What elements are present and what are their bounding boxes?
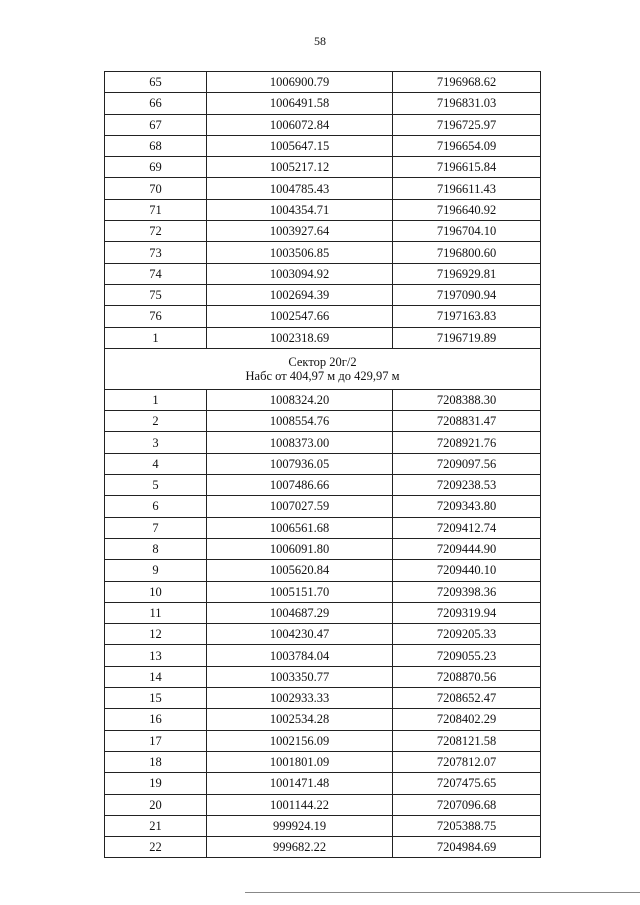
y-coordinate-cell: 7209412.74 <box>393 517 541 538</box>
table-row <box>105 93 541 114</box>
x-coordinate-cell: 1006561.68 <box>207 517 393 538</box>
x-coordinate-cell: 1005151.70 <box>207 581 393 602</box>
y-coordinate-cell: 7209238.53 <box>393 475 541 496</box>
x-coordinate-cell: 1006072.84 <box>207 114 393 135</box>
y-coordinate-cell: 7196831.03 <box>393 93 541 114</box>
point-number-cell: 17 <box>105 730 207 751</box>
table-row <box>105 773 541 794</box>
x-coordinate-cell: 1002694.39 <box>207 284 393 305</box>
y-coordinate-cell: 7209444.90 <box>393 538 541 559</box>
table-row <box>105 538 541 559</box>
point-number-cell: 10 <box>105 581 207 602</box>
point-number-cell: 16 <box>105 709 207 730</box>
table-row <box>105 72 541 93</box>
point-number-cell: 21 <box>105 815 207 836</box>
coordinates-table <box>104 71 541 858</box>
section-header-row <box>105 348 541 389</box>
table-row <box>105 815 541 836</box>
point-number-cell: 76 <box>105 306 207 327</box>
y-coordinate-cell: 7207096.68 <box>393 794 541 815</box>
y-coordinate-cell: 7209343.80 <box>393 496 541 517</box>
table-row <box>105 389 541 410</box>
scan-edge-line <box>245 892 640 893</box>
table-row <box>105 475 541 496</box>
point-number-cell: 19 <box>105 773 207 794</box>
point-number-cell: 67 <box>105 114 207 135</box>
x-coordinate-cell: 1006491.58 <box>207 93 393 114</box>
table-row <box>105 666 541 687</box>
x-coordinate-cell: 1006900.79 <box>207 72 393 93</box>
y-coordinate-cell: 7196611.43 <box>393 178 541 199</box>
x-coordinate-cell: 1007936.05 <box>207 453 393 474</box>
y-coordinate-cell: 7209055.23 <box>393 645 541 666</box>
x-coordinate-cell: 1003506.85 <box>207 242 393 263</box>
point-number-cell: 14 <box>105 666 207 687</box>
point-number-cell: 65 <box>105 72 207 93</box>
table-row <box>105 242 541 263</box>
point-number-cell: 75 <box>105 284 207 305</box>
x-coordinate-cell: 1004230.47 <box>207 624 393 645</box>
x-coordinate-cell: 1007486.66 <box>207 475 393 496</box>
point-number-cell: 73 <box>105 242 207 263</box>
point-number-cell: 8 <box>105 538 207 559</box>
table-row <box>105 581 541 602</box>
table-row <box>105 178 541 199</box>
point-number-cell: 3 <box>105 432 207 453</box>
x-coordinate-cell: 999682.22 <box>207 837 393 858</box>
table-row <box>105 602 541 623</box>
x-coordinate-cell: 1001801.09 <box>207 751 393 772</box>
y-coordinate-cell: 7208921.76 <box>393 432 541 453</box>
x-coordinate-cell: 1001471.48 <box>207 773 393 794</box>
x-coordinate-cell: 1003350.77 <box>207 666 393 687</box>
table-row <box>105 453 541 474</box>
table-row <box>105 794 541 815</box>
y-coordinate-cell: 7196800.60 <box>393 242 541 263</box>
point-number-cell: 2 <box>105 411 207 432</box>
y-coordinate-cell: 7197163.83 <box>393 306 541 327</box>
point-number-cell: 18 <box>105 751 207 772</box>
section-header-body <box>105 348 541 389</box>
x-coordinate-cell: 1005620.84 <box>207 560 393 581</box>
table-row <box>105 157 541 178</box>
x-coordinate-cell: 1002547.66 <box>207 306 393 327</box>
point-number-cell: 13 <box>105 645 207 666</box>
point-number-cell: 69 <box>105 157 207 178</box>
x-coordinate-cell: 1008554.76 <box>207 411 393 432</box>
table-row <box>105 411 541 432</box>
point-number-cell: 4 <box>105 453 207 474</box>
point-number-cell: 20 <box>105 794 207 815</box>
x-coordinate-cell: 1002318.69 <box>207 327 393 348</box>
table-row <box>105 432 541 453</box>
table-row <box>105 496 541 517</box>
point-number-cell: 9 <box>105 560 207 581</box>
table-row <box>105 284 541 305</box>
y-coordinate-cell: 7196704.10 <box>393 221 541 242</box>
x-coordinate-cell: 1004785.43 <box>207 178 393 199</box>
x-coordinate-cell: 1005217.12 <box>207 157 393 178</box>
y-coordinate-cell: 7196929.81 <box>393 263 541 284</box>
x-coordinate-cell: 1002933.33 <box>207 688 393 709</box>
x-coordinate-cell: 1001144.22 <box>207 794 393 815</box>
x-coordinate-cell: 1002534.28 <box>207 709 393 730</box>
point-number-cell: 72 <box>105 221 207 242</box>
y-coordinate-cell: 7196640.92 <box>393 199 541 220</box>
x-coordinate-cell: 1004354.71 <box>207 199 393 220</box>
table-row <box>105 517 541 538</box>
y-coordinate-cell: 7204984.69 <box>393 837 541 858</box>
x-coordinate-cell: 1005647.15 <box>207 135 393 156</box>
x-coordinate-cell: 1008324.20 <box>207 389 393 410</box>
point-number-cell: 22 <box>105 837 207 858</box>
section-title: Сектор 20г/2 <box>288 354 357 369</box>
section-subtitle: Набс от 404,97 м до 429,97 м <box>245 368 400 383</box>
table-row <box>105 199 541 220</box>
point-number-cell: 68 <box>105 135 207 156</box>
table-row <box>105 221 541 242</box>
y-coordinate-cell: 7208121.58 <box>393 730 541 751</box>
section-header-cell <box>105 348 541 389</box>
table-row <box>105 327 541 348</box>
table-row <box>105 837 541 858</box>
x-coordinate-cell: 1004687.29 <box>207 602 393 623</box>
x-coordinate-cell: 1003094.92 <box>207 263 393 284</box>
x-coordinate-cell: 999924.19 <box>207 815 393 836</box>
point-number-cell: 11 <box>105 602 207 623</box>
y-coordinate-cell: 7208402.29 <box>393 709 541 730</box>
point-number-cell: 12 <box>105 624 207 645</box>
y-coordinate-cell: 7196615.84 <box>393 157 541 178</box>
y-coordinate-cell: 7209319.94 <box>393 602 541 623</box>
y-coordinate-cell: 7208870.56 <box>393 666 541 687</box>
table-row <box>105 730 541 751</box>
table-body-before <box>105 72 541 349</box>
y-coordinate-cell: 7196654.09 <box>393 135 541 156</box>
table-body-after <box>105 389 541 858</box>
y-coordinate-cell: 7205388.75 <box>393 815 541 836</box>
table-row <box>105 135 541 156</box>
x-coordinate-cell: 1008373.00 <box>207 432 393 453</box>
y-coordinate-cell: 7196725.97 <box>393 114 541 135</box>
table-row <box>105 645 541 666</box>
y-coordinate-cell: 7208831.47 <box>393 411 541 432</box>
point-number-cell: 5 <box>105 475 207 496</box>
table-row <box>105 688 541 709</box>
y-coordinate-cell: 7208388.30 <box>393 389 541 410</box>
y-coordinate-cell: 7209440.10 <box>393 560 541 581</box>
table-row <box>105 306 541 327</box>
y-coordinate-cell: 7209097.56 <box>393 453 541 474</box>
point-number-cell: 71 <box>105 199 207 220</box>
x-coordinate-cell: 1002156.09 <box>207 730 393 751</box>
y-coordinate-cell: 7197090.94 <box>393 284 541 305</box>
x-coordinate-cell: 1003927.64 <box>207 221 393 242</box>
point-number-cell: 15 <box>105 688 207 709</box>
point-number-cell: 70 <box>105 178 207 199</box>
point-number-cell: 1 <box>105 327 207 348</box>
table-row <box>105 560 541 581</box>
table-row <box>105 114 541 135</box>
page-number: 58 <box>314 34 326 48</box>
table-row <box>105 263 541 284</box>
table-row <box>105 709 541 730</box>
x-coordinate-cell: 1007027.59 <box>207 496 393 517</box>
point-number-cell: 1 <box>105 389 207 410</box>
point-number-cell: 74 <box>105 263 207 284</box>
y-coordinate-cell: 7207812.07 <box>393 751 541 772</box>
point-number-cell: 7 <box>105 517 207 538</box>
y-coordinate-cell: 7207475.65 <box>393 773 541 794</box>
x-coordinate-cell: 1006091.80 <box>207 538 393 559</box>
table-row <box>105 624 541 645</box>
x-coordinate-cell: 1003784.04 <box>207 645 393 666</box>
y-coordinate-cell: 7196719.89 <box>393 327 541 348</box>
point-number-cell: 6 <box>105 496 207 517</box>
point-number-cell: 66 <box>105 93 207 114</box>
table-row <box>105 751 541 772</box>
y-coordinate-cell: 7196968.62 <box>393 72 541 93</box>
y-coordinate-cell: 7209398.36 <box>393 581 541 602</box>
y-coordinate-cell: 7209205.33 <box>393 624 541 645</box>
y-coordinate-cell: 7208652.47 <box>393 688 541 709</box>
